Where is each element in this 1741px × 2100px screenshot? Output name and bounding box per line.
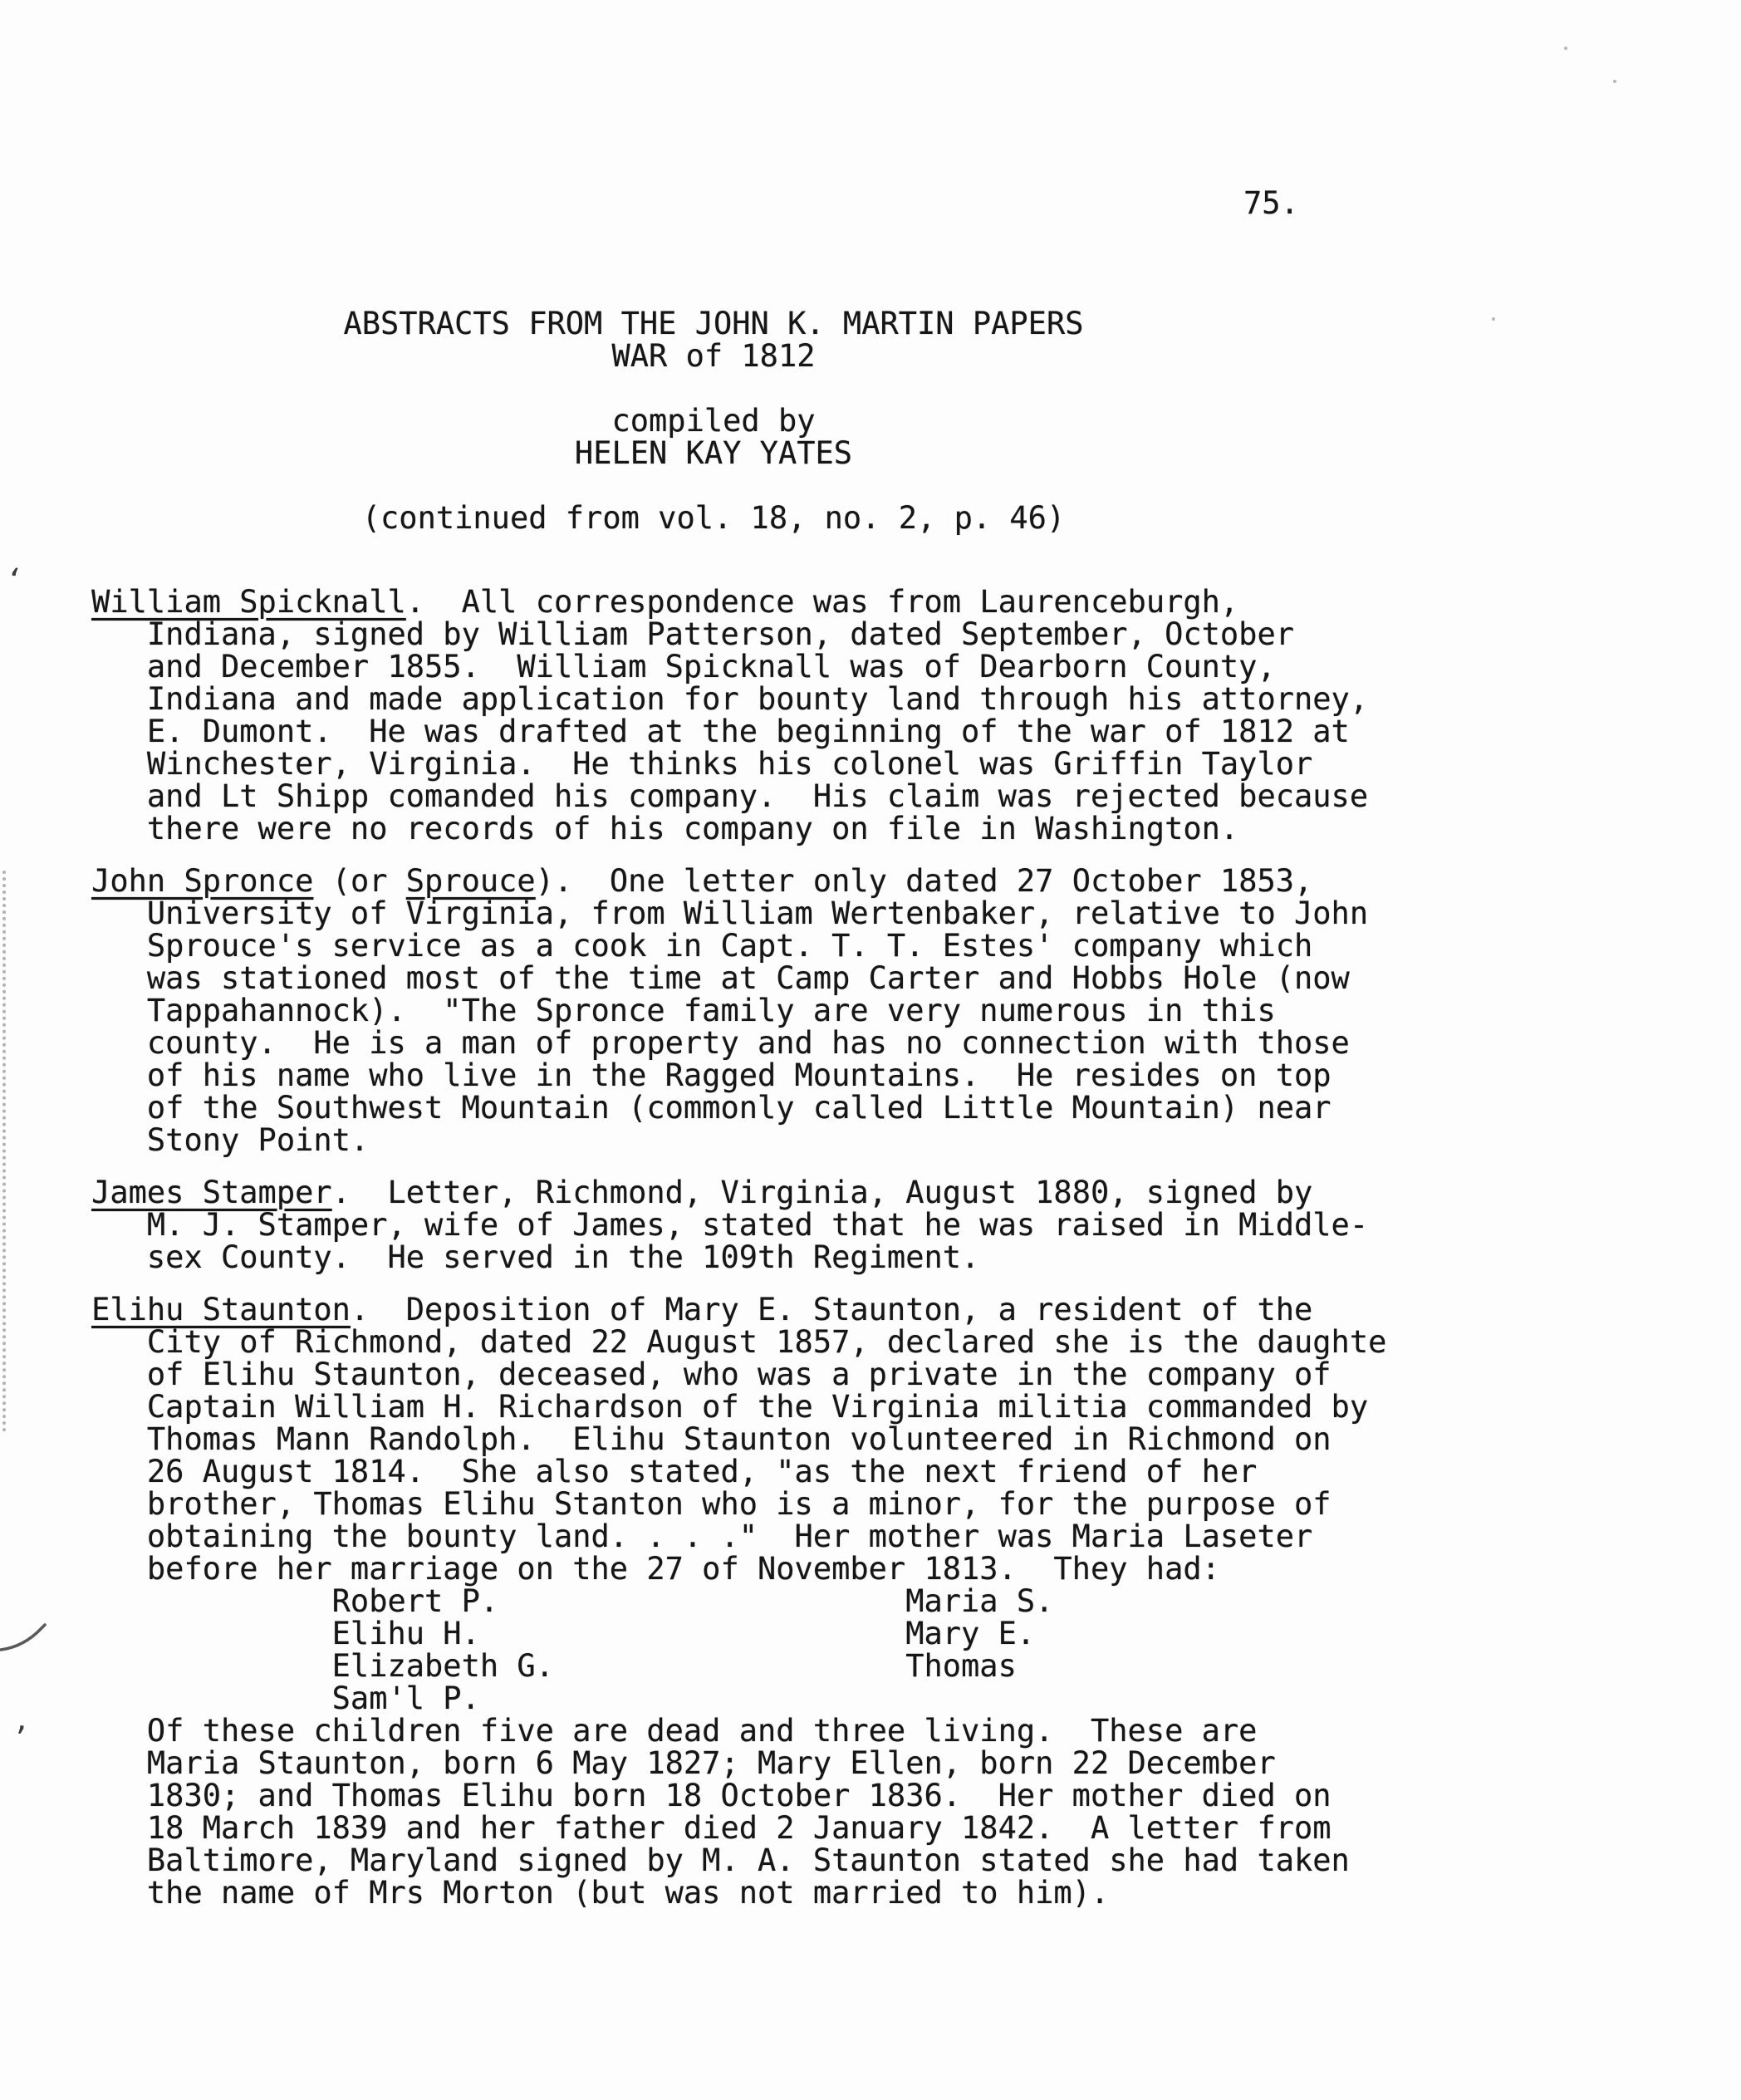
scan-artifact-mark: ʼ xyxy=(10,1720,30,1755)
paragraph-line: brother, Thomas Elihu Stanton who is a minor, for the purpose of xyxy=(146,1486,1331,1522)
continued-note: (continued from vol. 18, no. 2, p. 46) xyxy=(361,500,1066,536)
paragraph-line: M. J. Stamper, wife of James, stated that he was raised in Middle- xyxy=(146,1207,1369,1243)
entry-name: Elihu Staunton xyxy=(91,1292,351,1327)
document-page xyxy=(91,0,1741,1911)
paragraph-line: Indiana, signed by William Patterson, dated September, October xyxy=(146,616,1294,652)
compiler-name: HELEN KAY YATES xyxy=(574,435,853,471)
paragraph-line: Maria Staunton, born 6 May 1827; Mary Ellen, born 22 December xyxy=(146,1745,1276,1781)
paragraph-line: of his name who live in the Ragged Mountains. He resides on top xyxy=(146,1057,1331,1093)
paragraph-line: Tappahannock). "The Spronce family are very numerous in this xyxy=(146,993,1276,1028)
paragraph-line: University of Virginia, from William Wertenbaker, relative to John xyxy=(146,895,1369,931)
title-block xyxy=(343,307,1084,534)
children-row xyxy=(332,1585,1741,1617)
paragraph-line: the name of Mrs Morton (but was not married to him). xyxy=(146,1875,1110,1911)
paragraph-line: of the Southwest Mountain (commonly called Little Mountain) near xyxy=(146,1090,1331,1126)
page-number: 75. xyxy=(1243,185,1299,221)
document-paragraphs xyxy=(91,584,1741,1911)
document-title-line1: ABSTRACTS FROM THE JOHN K. MARTIN PAPERS xyxy=(343,306,1084,341)
entry-name: James Stamper xyxy=(91,1175,332,1210)
paragraph-line: Stony Point. xyxy=(146,1122,370,1158)
entry-name: Sprouce xyxy=(405,863,536,899)
document-title-line2: WAR of 1812 xyxy=(611,338,816,374)
child-name-right: Mary E. xyxy=(905,1616,1036,1651)
child-name-left: Elizabeth G. xyxy=(331,1648,554,1684)
scan-artifact-swoosh xyxy=(0,1620,51,1656)
paragraph-text: (or xyxy=(313,863,406,899)
entry-name: William Spicknall xyxy=(91,584,406,620)
child-name-right: Maria S. xyxy=(905,1583,1054,1619)
paragraph-line: Of these children five are dead and three living. These are xyxy=(146,1713,1258,1749)
paragraph-first-line xyxy=(91,865,1741,897)
paragraph-line: E. Dumont. He was drafted at the beginning of the war of 1812 at xyxy=(146,714,1350,749)
scan-artifact-dotted-line xyxy=(2,871,6,1432)
paragraph-line: of Elihu Staunton, deceased, who was a private in the company of xyxy=(146,1357,1331,1392)
child-name-left: Sam'l P. xyxy=(331,1680,480,1716)
paragraph-line: Thomas Mann Randolph. Elihu Staunton volunteered in Richmond on xyxy=(146,1421,1331,1457)
paragraph-line: 1830; and Thomas Elihu born 18 October 1836. Her mother died on xyxy=(146,1778,1331,1813)
children-row xyxy=(332,1617,1741,1650)
paragraph-line: was stationed most of the time at Camp Carter and Hobbs Hole (now xyxy=(146,960,1350,996)
paragraph-first-line xyxy=(91,1176,1741,1209)
entry-name: John Spronce xyxy=(91,863,314,899)
paragraph-line: City of Richmond, dated 22 August 1857, declared she is the daughte xyxy=(146,1324,1387,1360)
paragraph-2 xyxy=(91,863,1741,1158)
paragraph-line: 18 March 1839 and her father died 2 January 1842. A letter from xyxy=(146,1810,1331,1846)
paragraph-3 xyxy=(91,1175,1741,1275)
paragraph-1 xyxy=(91,584,1741,846)
scan-artifact-mark: ʻ xyxy=(2,562,25,598)
paragraph-4 xyxy=(91,1292,1741,1911)
paragraph-line: obtaining the bounty land. . . ." Her mother was Maria Laseter xyxy=(146,1519,1313,1554)
paragraph-line: Indiana and made application for bounty land through his attorney, xyxy=(146,681,1369,717)
paragraph-line: Winchester, Virginia. He thinks his colonel was Griffin Taylor xyxy=(146,746,1313,782)
paragraph-first-line xyxy=(91,586,1741,618)
children-row xyxy=(332,1682,1741,1715)
compiled-by-label: compiled by xyxy=(611,403,816,439)
paragraph-line: Baltimore, Maryland signed by M. A. Staunton stated she had taken xyxy=(146,1842,1350,1878)
paragraph-line: and December 1855. William Spicknall was of Dearborn County, xyxy=(146,649,1276,684)
paragraph-line: 26 August 1814. She also stated, "as the next friend of her xyxy=(146,1454,1258,1489)
paragraph-line: Sprouce's service as a cook in Capt. T. T. Estes' company which xyxy=(146,928,1313,964)
paragraph-first-line xyxy=(91,1293,1741,1326)
paragraph-text: . Letter, Richmond, Virginia, August 1880, signed by xyxy=(331,1175,1313,1210)
child-name-left: Elihu H. xyxy=(331,1616,480,1651)
paragraph-line: sex County. He served in the 109th Regiment. xyxy=(146,1239,980,1275)
paragraph-line: Captain William H. Richardson of the Virginia militia commanded by xyxy=(146,1389,1369,1425)
paragraph-text: ). One letter only dated 27 October 1853, xyxy=(535,863,1313,899)
paragraph-line: and Lt Shipp comanded his company. His claim was rejected because xyxy=(146,778,1369,814)
paragraph-line: there were no records of his company on file in Washington. xyxy=(146,811,1239,846)
paragraph-line: county. He is a man of property and has no connection with those xyxy=(146,1025,1350,1061)
paragraph-text: . Deposition of Mary E. Staunton, a resident of the xyxy=(350,1292,1313,1327)
child-name-right: Thomas xyxy=(905,1648,1017,1684)
paragraph-line: before her marriage on the 27 of November 1813. They had: xyxy=(146,1551,1220,1587)
children-row xyxy=(332,1650,1741,1682)
child-name-left: Robert P. xyxy=(331,1583,499,1619)
paragraph-text: . All correspondence was from Laurenceburgh, xyxy=(405,584,1239,620)
